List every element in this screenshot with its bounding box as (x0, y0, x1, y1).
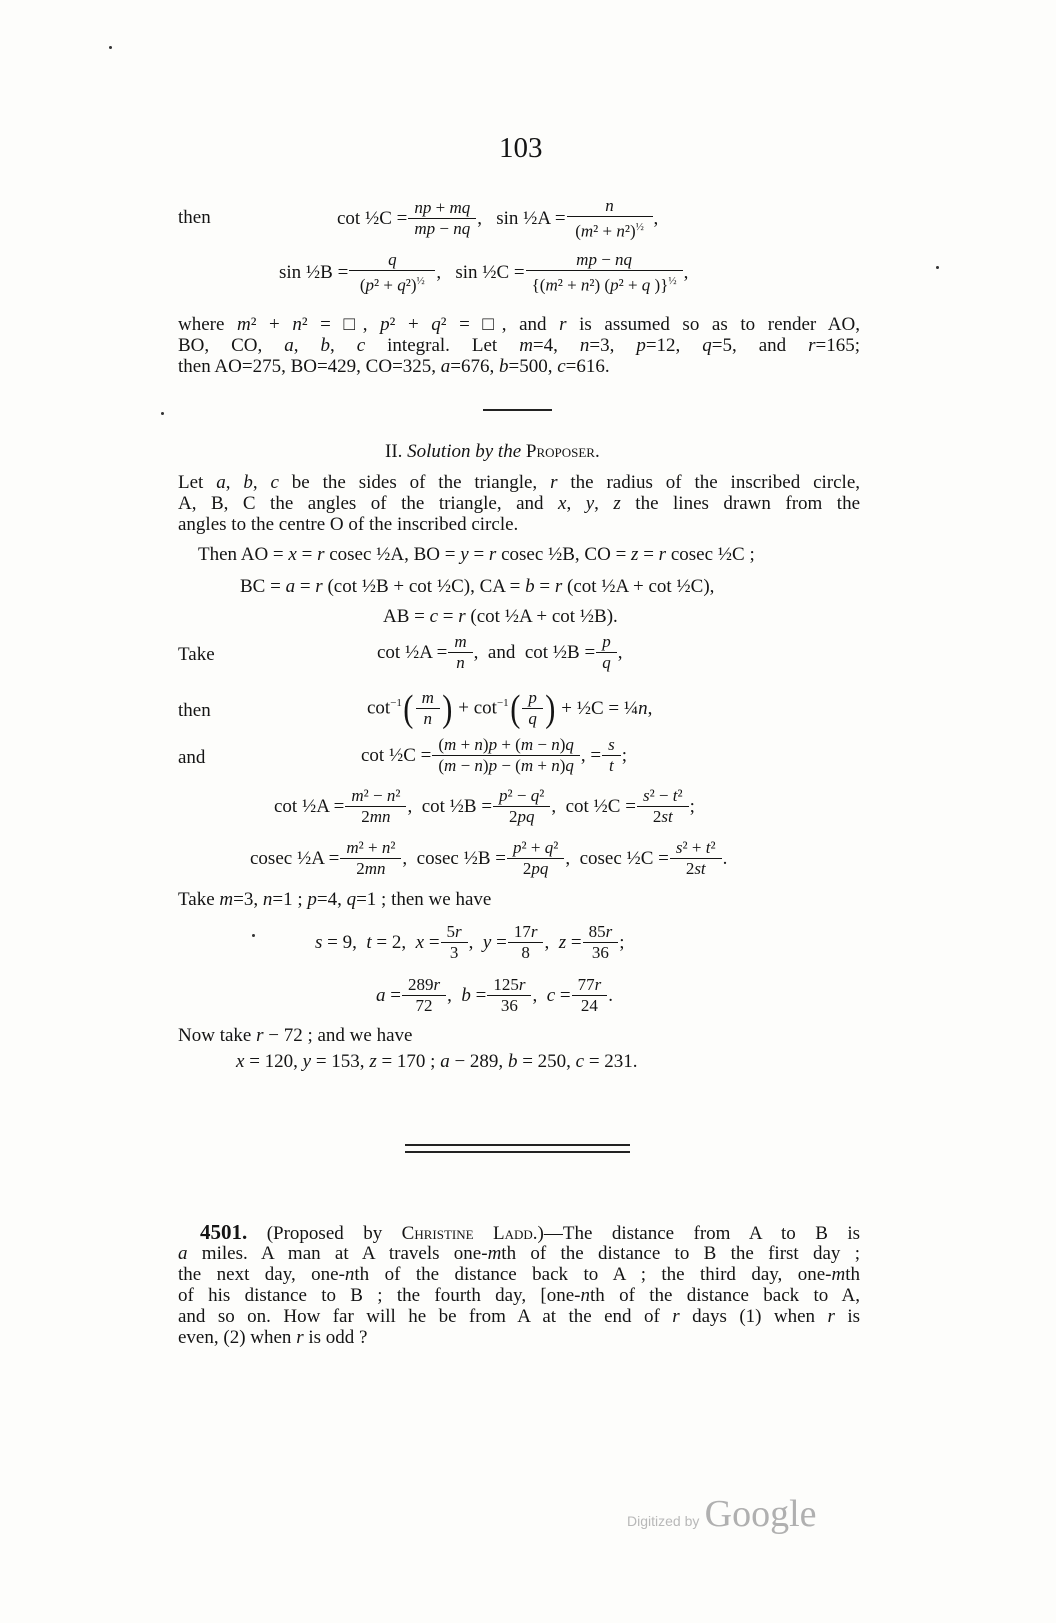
denominator: 36 (500, 996, 518, 1015)
eq-text: , cot ½C = (551, 795, 636, 817)
denominator: 72 (415, 996, 433, 1015)
eq-text: ; (621, 744, 627, 766)
fraction (510, 838, 561, 879)
right-paren: ) (545, 687, 556, 730)
speck (252, 934, 255, 937)
question-line (200, 1222, 860, 1244)
fraction (490, 975, 528, 1016)
numerator: n (567, 196, 653, 217)
denominator: q (528, 709, 537, 728)
denominator: 2mn (356, 859, 386, 878)
google-logo: Google (704, 1493, 817, 1535)
eq-text: s = 9, t = 2, x = (315, 931, 440, 953)
eq-text: cot ½C = (361, 744, 432, 766)
denominator: 3 (449, 943, 459, 962)
eq-text: . (608, 984, 613, 1006)
fraction (525, 688, 540, 729)
page-number: 103 (499, 132, 543, 164)
fraction (352, 250, 432, 296)
eq-text: $\cot^{-1}$ (367, 697, 402, 719)
eq-text: ; (689, 795, 695, 817)
equation-take (377, 632, 622, 673)
paragraph-line: where m² + n² = □, p² + q² = □, and r is assumed so as to render AO, (178, 314, 860, 335)
denominator: 24 (580, 996, 598, 1015)
eq-text: cot ½C = (337, 207, 408, 229)
equation-a-row (376, 975, 613, 1016)
fraction (451, 632, 469, 673)
paragraph-line: angles to the centre O of the inscribed circle. (178, 514, 519, 535)
left-paren: ( (403, 687, 414, 730)
eq-text: , and cot ½B = (473, 641, 596, 663)
numerator: s² + t² (670, 838, 722, 859)
fraction (419, 688, 437, 729)
denominator: $(p^2 + q^2)^{\frac{1}{2}}$ (359, 275, 425, 295)
eq-text: + ½C = ¼n, (556, 697, 653, 719)
denominator: 2mn (361, 807, 391, 826)
question-line: of his distance to B ; the fourth day, [one-nth of the distance back to A, (178, 1285, 860, 1306)
fraction (444, 922, 465, 963)
eq-text: + $\cot^{-1}$ (453, 697, 509, 719)
equation-cot-row (274, 786, 695, 827)
denominator: n (456, 653, 465, 672)
eq-text: ; (619, 931, 625, 953)
equation-s-row (315, 922, 624, 963)
equation-cot-c (361, 735, 627, 776)
fraction (640, 786, 686, 827)
denominator: 2st (685, 859, 706, 878)
question-text: (Proposed by Christine Ladd.)—The distance from A to B is (266, 1223, 860, 1244)
numerator: p (596, 632, 617, 653)
label-and: and (178, 747, 206, 768)
numerator: 85r (583, 922, 619, 943)
eq-text: , cot ½B = (407, 795, 493, 817)
section-heading: II. Solution by the Proposer. (385, 441, 600, 462)
numerator: np + mq (408, 198, 476, 219)
right-paren: ) (442, 687, 453, 730)
fraction (673, 838, 719, 879)
fraction (343, 838, 398, 879)
eq-text: , y = (468, 931, 507, 953)
numerator: 77r (572, 975, 608, 996)
question-line: the next day, one-nth of the distance back to A ; the third day, one-mth (178, 1264, 860, 1285)
question-line: even, (2) when r is odd ? (178, 1327, 368, 1348)
fraction (435, 735, 577, 776)
google-watermark (627, 1492, 817, 1536)
speck (109, 46, 112, 49)
numerator: (m + n)p + (m − n)q (432, 735, 580, 756)
numerator: m (416, 688, 440, 709)
eq-text: , (617, 641, 623, 663)
equation-line: Then AO = x = r cosec ½A, BO = y = r cosec ½B, CO = z = r cosec ½C ; (198, 544, 755, 565)
paragraph-line: BO, CO, a, b, c integral. Let m=4, n=3, p=12, q=5, and r=165; (178, 335, 861, 356)
numerator: q (349, 250, 435, 271)
speck (936, 266, 939, 269)
paragraph-line: Let a, b, c be the sides of the triangle, r the radius of the inscribed circle, (178, 472, 861, 493)
denominator: 2pq (522, 859, 549, 878)
eq-text: , z = (544, 931, 582, 953)
text-line: Now take r − 72 ; and we have (178, 1025, 413, 1046)
denominator: (m − n)p − (m + n)q (438, 756, 574, 775)
fraction (575, 975, 605, 1016)
fraction (405, 975, 443, 1016)
eq-text: cot ½A = (274, 795, 345, 817)
paragraph-line: A, B, C the angles of the triangle, and x, y, z the lines drawn from the (178, 493, 861, 514)
denominator: $(m^2 + n^2)^{\frac{1}{2}}$ (575, 221, 644, 241)
fraction (411, 198, 473, 239)
fraction (529, 250, 680, 296)
numerator: mp − nq (526, 250, 683, 271)
numerator: m (448, 632, 472, 653)
denominator: 2pq (508, 807, 535, 826)
numerator: 125r (487, 975, 531, 996)
eq-text: , (683, 261, 689, 283)
text-line: Take m=3, n=1 ; p=4, q=1 ; then we have (178, 889, 492, 910)
numerator: m² − n² (345, 786, 406, 807)
eq-text: cot ½A = (377, 641, 448, 663)
left-paren: ( (509, 687, 521, 730)
numerator: s² − t² (637, 786, 689, 807)
watermark-prefix: Digitized by (627, 1513, 700, 1529)
eq-text: . (722, 847, 728, 869)
equation-cot-c-sin-a (337, 196, 658, 242)
fraction (599, 632, 614, 673)
paragraph-line: then AO=275, BO=429, CO=325, a=676, b=500, c=616. (178, 356, 610, 377)
fraction (586, 922, 616, 963)
numerator: p² − q² (493, 786, 550, 807)
numerator: m² + n² (340, 838, 401, 859)
section-divider (483, 409, 552, 411)
eq-text: , c = (532, 984, 571, 1006)
label-take: Take (178, 644, 215, 665)
question-line: a miles. A man at A travels one-mth of the distance to B the first day ; (178, 1243, 860, 1264)
denominator: n (423, 709, 432, 728)
denominator: q (602, 653, 611, 672)
numerator: p² + q² (507, 838, 564, 859)
fraction (605, 735, 618, 776)
fraction (570, 196, 650, 242)
equation-line: BC = a = r (cot ½B + cot ½C), CA = b = r (cot ½A + cot ½C), (240, 576, 715, 597)
label-then: then (178, 700, 211, 721)
numerator: 289r (402, 975, 446, 996)
equation-sin-b-sin-c (279, 250, 688, 296)
fraction (496, 786, 547, 827)
eq-text: sin ½B = (279, 261, 349, 283)
equation-line: AB = c = r (cot ½A + cot ½B). (383, 606, 618, 627)
eq-text: , b = (447, 984, 487, 1006)
denominator: 36 (591, 943, 609, 962)
eq-text: , sin ½A = (477, 207, 566, 229)
label-then: then (178, 207, 211, 228)
result-line: x = 120, y = 153, z = 170 ; a − 289, b = 250, c = 231. (236, 1051, 638, 1072)
double-rule-top (405, 1144, 630, 1146)
question-line: and so on. How far will he be from A at the end of r days (1) when r is (178, 1306, 860, 1327)
eq-text: , cosec ½C = (565, 847, 669, 869)
numerator: s (602, 735, 621, 756)
eq-text: , (653, 207, 659, 229)
numerator: 17r (508, 922, 544, 943)
denominator: 2st (652, 807, 673, 826)
denominator: mp − nq (414, 219, 471, 239)
fraction (511, 922, 541, 963)
numerator: 5r (441, 922, 468, 943)
denominator: {(m² + n²) (p² + q )}$^{\frac{1}{2}}$ (531, 275, 677, 295)
fraction (348, 786, 403, 827)
question-number: 4501. (200, 1220, 248, 1244)
denominator: 8 (521, 943, 530, 962)
equation-cosec-row (250, 838, 727, 879)
eq-text: a = (376, 984, 401, 1006)
speck (161, 412, 164, 415)
eq-text: , cosec ½B = (402, 847, 507, 869)
denominator: t (609, 756, 614, 775)
eq-text: , sin ½C = (436, 261, 525, 283)
eq-text: , = (580, 744, 602, 766)
eq-text: cosec ½A = (250, 847, 340, 869)
numerator: p (522, 688, 543, 709)
equation-cot-inverse (367, 688, 652, 729)
double-rule-bottom (405, 1151, 630, 1153)
